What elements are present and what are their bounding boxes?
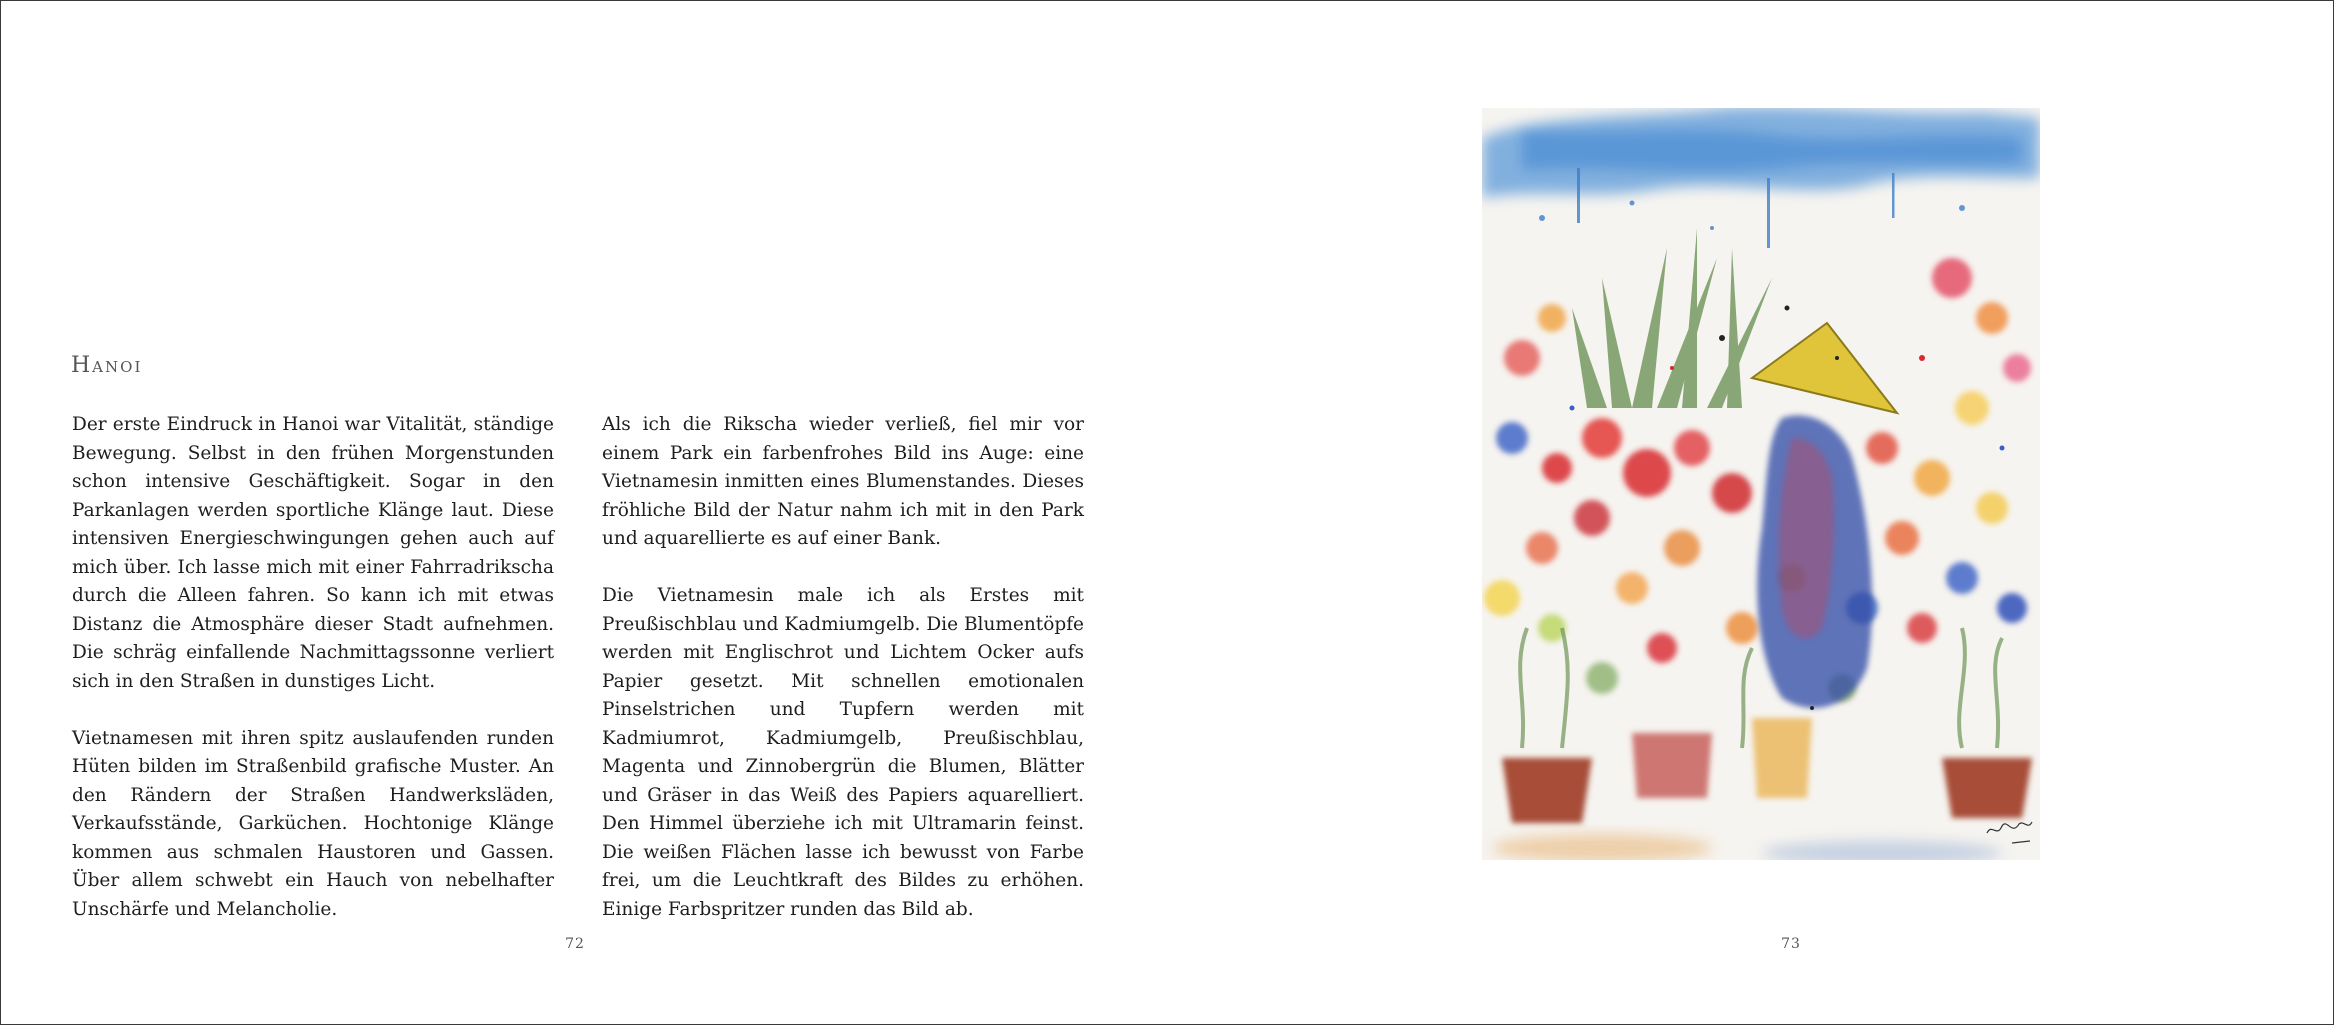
paragraph: Vietnamesen mit ihren spitz auslaufenden runden Hüten bilden im Straßenbild grafische Muster. An den Rändern der Straßen Handwerksläden, Verkaufsstände, Garküchen. Hochtonige Klänge kommen aus schmalen Haustoren und Gassen. Über allem schwebt ein Hauch von nebelhafter Unschärfe und Melancholie.: [72, 727, 554, 920]
paragraph: Als ich die Rikscha wieder verließ, fiel mir vor einem Park ein farbenfrohes Bild ins Auge: eine Vietnamesin inmitten eines Blumenstandes. Dieses fröhliche Bild der Natur nahm ich mit in den Park und aquarellierte es auf einer Bank.: [602, 414, 1084, 549]
section-title: Hanoi: [71, 353, 143, 378]
left-page: [1, 1, 1167, 1024]
page-number-right: 73: [1781, 936, 1801, 952]
right-page: [1167, 1, 2333, 1024]
page-number-left: 72: [565, 936, 585, 952]
text-column-1: [72, 411, 554, 924]
text-column-2: [602, 411, 1084, 924]
paragraph: Der erste Eindruck in Hanoi war Vitalität, ständige Bewegung. Selbst in den frühen Morgenstunden schon intensive Geschäftigkeit. Sogar in den Parkanlagen werden sportliche Klänge laut. Diese intensiven Energieschwingungen gehen auch auf mich über. Ich lasse mich mit einer Fahrradrikscha durch die Alleen fahren. So kann ich mit etwas Distanz die Atmosphäre dieser Stadt aufnehmen. Die schräg einfallende Nachmittagssonne verliert sich in den Straßen in dunstiges Licht.: [72, 414, 554, 692]
watercolor-painting: [1482, 108, 2040, 860]
paragraph: Die Vietnamesin male ich als Erstes mit Preußischblau und Kadmiumgelb. Die Blumentöpfe werden mit Englischrot und Lichtem Ocker aufs Papier gesetzt. Mit schnellen emotionalen Pinselstrichen und Tupfern werden mit Kadmiumrot, Kadmiumgelb, Preußischblau, Magenta und Zinnobergrün die Blumen, Blätter und Gräser in das Weiß des Papiers aquarelliert. Den Himmel überziehe ich mit Ultramarin feinst. Die weißen Flächen lasse ich bewusst von Farbe frei, um die Leuchtkraft des Bildes zu erhöhen. Einige Farbspritzer runden das Bild ab.: [602, 585, 1084, 920]
